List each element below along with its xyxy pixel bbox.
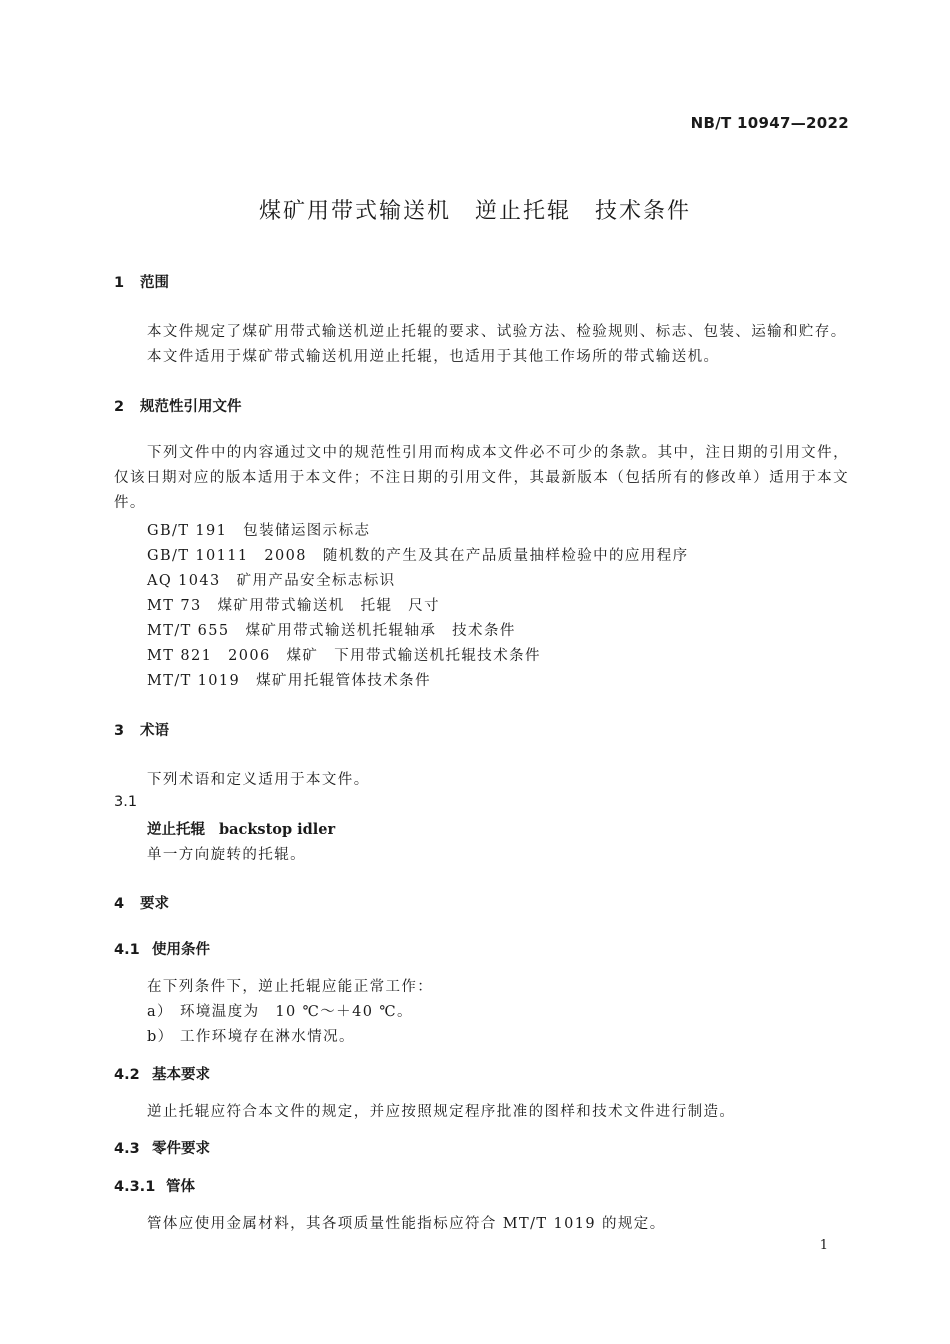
section-title: 范围 bbox=[140, 275, 169, 291]
list-marker: a） bbox=[147, 1004, 173, 1020]
section-2-intro: 下列文件中的内容通过文中的规范性引用而构成本文件必不可少的条款。其中，注日期的引用文件，仅该日期对应的版本适用于本文件；不注日期的引用文件，其最新版本（包括所有的修改单）适用于本文件。 bbox=[114, 445, 849, 511]
section-number: 4.3.1 bbox=[114, 1179, 156, 1195]
term-heading bbox=[147, 818, 335, 839]
section-1-heading bbox=[114, 271, 169, 292]
reference-item: GB/T 10111 2008 随机数的产生及其在产品质量抽样检验中的应用程序 bbox=[147, 548, 689, 564]
section-4-1-intro: 在下列条件下，逆止托辊应能正常工作： bbox=[147, 979, 434, 995]
section-title: 规范性引用文件 bbox=[140, 399, 242, 415]
document-title: 煤矿用带式输送机 逆止托辊 技术条件 bbox=[258, 199, 691, 224]
section-3-heading bbox=[114, 719, 169, 740]
section-title: 基本要求 bbox=[152, 1067, 210, 1083]
reference-item: AQ 1043 矿用产品安全标志标识 bbox=[147, 573, 396, 589]
section-4-2-text: 逆止托辊应符合本文件的规定，并应按照规定程序批准的图样和技术文件进行制造。 bbox=[147, 1104, 736, 1120]
section-4-2-heading bbox=[114, 1063, 210, 1084]
term-english: backstop idler bbox=[219, 821, 336, 838]
section-title: 要求 bbox=[140, 896, 169, 912]
section-number: 4.3 bbox=[114, 1141, 140, 1157]
list-marker: b） bbox=[147, 1029, 174, 1045]
section-2-heading bbox=[114, 395, 242, 416]
reference-item: MT 821 2006 煤矿 下用带式输送机托辊技术条件 bbox=[147, 648, 541, 664]
list-text: 工作环境存在淋水情况。 bbox=[180, 1029, 355, 1045]
section-number: 1 bbox=[114, 275, 125, 291]
section-number: 4.1 bbox=[114, 942, 140, 958]
section-title: 零件要求 bbox=[152, 1141, 210, 1157]
section-title: 使用条件 bbox=[152, 942, 210, 958]
list-text: 环境温度为 10 ℃～＋40 ℃。 bbox=[180, 1004, 413, 1020]
reference-item: MT/T 1019 煤矿用托辊管体技术条件 bbox=[147, 673, 431, 689]
section-4-3-1-text: 管体应使用金属材料，其各项质量性能指标应符合 MT/T 1019 的规定。 bbox=[147, 1216, 666, 1232]
section-number: 4 bbox=[114, 896, 125, 912]
section-number: 3 bbox=[114, 723, 125, 739]
section-1-paragraph-2: 本文件适用于煤矿带式输送机用逆止托辊，也适用于其他工作场所的带式输送机。 bbox=[147, 349, 720, 365]
reference-item: MT 73 煤矿用带式输送机 托辊 尺寸 bbox=[147, 598, 441, 614]
term-number: 3.1 bbox=[114, 794, 138, 810]
page-number: 1 bbox=[819, 1238, 828, 1253]
section-title: 管体 bbox=[166, 1179, 195, 1195]
section-4-heading bbox=[114, 892, 169, 913]
section-1-paragraph-1: 本文件规定了煤矿用带式输送机逆止托辊的要求、试验方法、检验规则、标志、包装、运输和贮存。 bbox=[147, 324, 847, 340]
section-4-1-heading bbox=[114, 938, 210, 959]
list-item bbox=[147, 1000, 413, 1021]
section-3-intro: 下列术语和定义适用于本文件。 bbox=[147, 772, 370, 788]
section-number: 4.2 bbox=[114, 1067, 140, 1083]
reference-item: GB/T 191 包装储运图示标志 bbox=[147, 523, 371, 539]
term-definition: 单一方向旋转的托辊。 bbox=[147, 847, 306, 863]
section-number: 2 bbox=[114, 399, 125, 415]
reference-item: MT/T 655 煤矿用带式输送机托辊轴承 技术条件 bbox=[147, 623, 516, 639]
standard-number: NB/T 10947—2022 bbox=[690, 114, 849, 132]
list-item bbox=[147, 1025, 355, 1046]
section-4-3-1-heading bbox=[114, 1175, 195, 1196]
section-title: 术语 bbox=[140, 723, 169, 739]
term-chinese: 逆止托辊 bbox=[147, 822, 205, 838]
section-4-3-heading bbox=[114, 1137, 210, 1158]
